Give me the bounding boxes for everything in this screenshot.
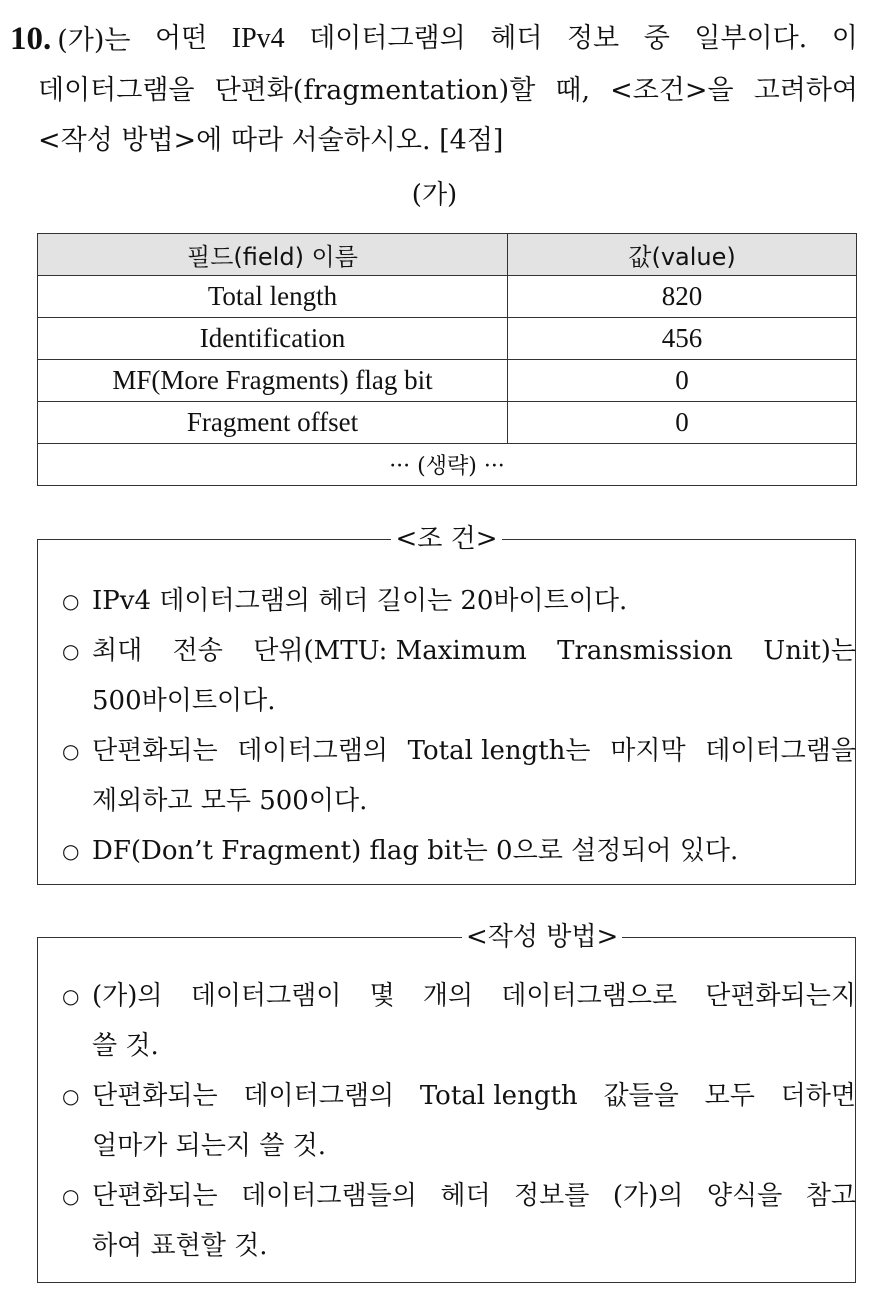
table-row <box>38 402 857 444</box>
question-number: 10. <box>10 21 52 57</box>
table-row-omitted <box>38 444 857 486</box>
omitted-cell: ··· (생략) ··· <box>38 444 857 486</box>
method-box <box>37 922 856 1283</box>
table-row <box>38 360 857 402</box>
table-caption: (가) <box>411 180 458 210</box>
bullet-icon: ○ <box>62 1184 80 1208</box>
method-item: ○ 단편화되는 데이터그램의 Total length 값들을 모두 더하면 얼마가 되는지 쓸 것. <box>62 1071 829 1171</box>
field-name-cell: Fragment offset <box>38 402 508 444</box>
bullet-icon: ○ <box>62 984 80 1008</box>
ipv4-header-table <box>37 233 857 486</box>
field-value-cell: 456 <box>508 318 857 360</box>
table-row <box>38 318 857 360</box>
conditions-title: <조 건> <box>395 524 498 554</box>
condition-item: ○ IPv4 데이터그램의 헤더 길이는 20바이트이다. <box>62 576 829 626</box>
question-stem <box>10 14 858 166</box>
method-title: <작성 방법> <box>465 922 619 952</box>
condition-item: ○ 단편화되는 데이터그램의 Total length는 마지막 데이터그램을 제외하고 모두 500이다. <box>62 726 829 826</box>
question-line-2: 데이터그램을 단편화(fragmentation)할 때, <조건>을 고려하여 <box>38 75 858 106</box>
field-value-cell: 0 <box>508 402 857 444</box>
field-value-cell: 820 <box>508 276 857 318</box>
method-item: ○ (가)의 데이터그램이 몇 개의 데이터그램으로 단편화되는지 쓸 것. <box>62 971 829 1071</box>
bullet-icon: ○ <box>62 639 80 663</box>
bullet-icon: ○ <box>62 589 80 613</box>
question-line-1: 10. (가)는 어떤 IPv4 데이터그램의 헤더 정보 중 일부이다. 이 <box>10 21 858 57</box>
column-header-value: 값(value) <box>508 234 857 276</box>
method-item: ○ 단편화되는 데이터그램들의 헤더 정보를 (가)의 양식을 참고 하여 표현할 것. <box>62 1171 829 1271</box>
table-header-row <box>38 234 857 276</box>
bullet-icon: ○ <box>62 739 80 763</box>
bullet-icon: ○ <box>62 1084 80 1108</box>
field-name-cell: MF(More Fragments) flag bit <box>38 360 508 402</box>
table-row <box>38 276 857 318</box>
condition-item: ○ 최대 전송 단위(MTU: Maximum Transmission Unit)는 500바이트이다. <box>62 626 829 726</box>
question-line-3: <작성 방법>에 따라 서술하시오. [4점] <box>38 125 504 156</box>
field-name-cell: Identification <box>38 318 508 360</box>
column-header-field: 필드(field) 이름 <box>38 234 508 276</box>
field-value-cell: 0 <box>508 360 857 402</box>
bullet-icon: ○ <box>62 839 80 863</box>
field-name-cell: Total length <box>38 276 508 318</box>
condition-item: ○ DF(Don’t Fragment) flag bit는 0으로 설정되어 있다. <box>62 826 829 876</box>
conditions-box <box>37 524 856 885</box>
